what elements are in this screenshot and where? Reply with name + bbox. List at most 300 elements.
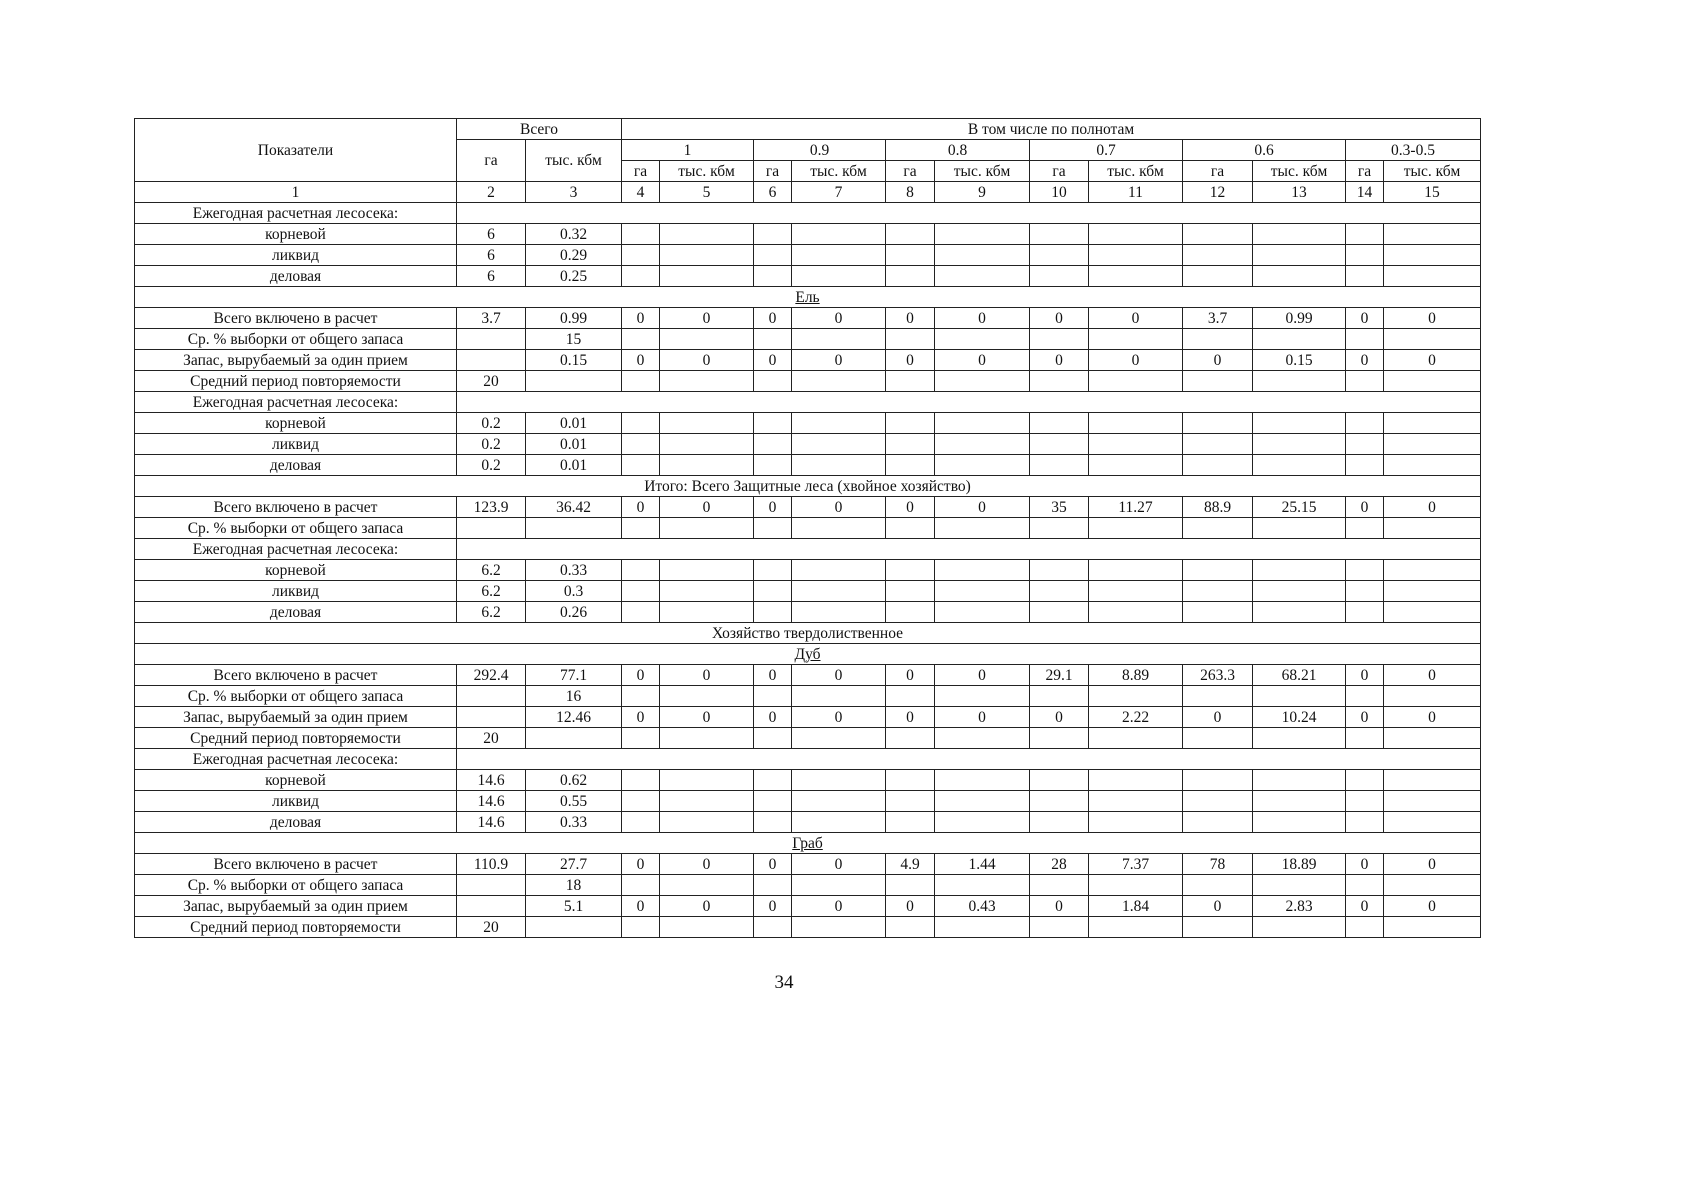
table-cell	[792, 917, 886, 938]
table-cell	[1346, 560, 1384, 581]
table-row	[135, 812, 1481, 833]
table-cell	[754, 812, 792, 833]
table-cell: 0	[792, 707, 886, 728]
table-cell: 0	[1089, 308, 1183, 329]
column-number-cell: 10	[1030, 182, 1089, 203]
row-label: корневой	[135, 560, 457, 581]
table-cell	[660, 686, 754, 707]
column-number-cell: 11	[1089, 182, 1183, 203]
row-label: Запас, вырубаемый за один прием	[135, 350, 457, 371]
table-cell	[792, 602, 886, 623]
table-cell	[1183, 266, 1253, 287]
table-cell: 0	[1384, 350, 1481, 371]
header-density-0-9: 0.9	[754, 140, 886, 161]
row-label: корневой	[135, 413, 457, 434]
table-cell: 0	[660, 350, 754, 371]
table-cell	[622, 560, 660, 581]
table-row	[135, 413, 1481, 434]
table-cell: 0	[935, 707, 1030, 728]
table-cell	[1030, 518, 1089, 539]
table-cell	[1030, 581, 1089, 602]
header-unit-vol: тыс. кбм	[1253, 161, 1346, 182]
table-cell	[1183, 875, 1253, 896]
table-cell: 0	[660, 308, 754, 329]
table-cell	[660, 413, 754, 434]
table-cell: 0	[1183, 350, 1253, 371]
table-cell: 0	[792, 308, 886, 329]
table-cell	[1089, 455, 1183, 476]
table-cell	[754, 455, 792, 476]
table-cell	[935, 917, 1030, 938]
table-cell: 0	[1183, 707, 1253, 728]
header-row-1	[135, 119, 1481, 140]
table-cell	[457, 896, 526, 917]
table-cell	[792, 560, 886, 581]
table-cell: 0	[622, 707, 660, 728]
table-cell	[1183, 329, 1253, 350]
table-cell	[1089, 434, 1183, 455]
table-cell	[1183, 245, 1253, 266]
table-cell	[457, 350, 526, 371]
table-cell	[935, 455, 1030, 476]
table-cell: 0	[1346, 308, 1384, 329]
table-cell	[1384, 686, 1481, 707]
table-cell	[792, 791, 886, 812]
table-cell: 0.99	[526, 308, 622, 329]
table-cell	[1384, 455, 1481, 476]
table-cell: 28	[1030, 854, 1089, 875]
table-cell	[1183, 371, 1253, 392]
group-heading-row	[135, 749, 1481, 770]
table-cell	[1384, 371, 1481, 392]
table-cell: 0	[1384, 707, 1481, 728]
empty-cell	[457, 749, 1481, 770]
table-row	[135, 245, 1481, 266]
row-label: ликвид	[135, 791, 457, 812]
table-cell	[622, 413, 660, 434]
table-cell	[754, 686, 792, 707]
table-cell	[1346, 581, 1384, 602]
table-cell: 0.33	[526, 560, 622, 581]
row-label: деловая	[135, 455, 457, 476]
table-cell	[1089, 245, 1183, 266]
table-row	[135, 455, 1481, 476]
table-cell	[1030, 791, 1089, 812]
table-row	[135, 917, 1481, 938]
table-row	[135, 854, 1481, 875]
table-cell	[1346, 791, 1384, 812]
table-cell	[1384, 518, 1481, 539]
forest-stock-table	[134, 118, 1481, 938]
row-label: Ср. % выборки от общего запаса	[135, 686, 457, 707]
table-cell: 0	[622, 350, 660, 371]
table-cell: 0.29	[526, 245, 622, 266]
table-cell	[935, 875, 1030, 896]
table-cell	[935, 329, 1030, 350]
table-cell: 0	[1346, 854, 1384, 875]
table-cell	[622, 917, 660, 938]
column-number-cell: 8	[886, 182, 935, 203]
header-total-vol: тыс. кбм	[526, 140, 622, 182]
table-cell	[754, 434, 792, 455]
table-cell	[1253, 371, 1346, 392]
table-cell	[754, 770, 792, 791]
section-row	[135, 833, 1481, 854]
table-cell	[754, 266, 792, 287]
table-cell	[792, 266, 886, 287]
table-cell	[1183, 413, 1253, 434]
table-cell: 6	[457, 224, 526, 245]
table-cell	[1089, 917, 1183, 938]
header-density-1: 1	[622, 140, 754, 161]
table-cell	[622, 224, 660, 245]
table-cell	[660, 791, 754, 812]
table-cell	[1030, 875, 1089, 896]
table-cell	[935, 812, 1030, 833]
table-cell	[1030, 455, 1089, 476]
table-cell: 0	[754, 707, 792, 728]
table-row	[135, 770, 1481, 791]
table-cell: 0	[660, 665, 754, 686]
table-cell	[886, 518, 935, 539]
table-cell	[886, 224, 935, 245]
table-row	[135, 581, 1481, 602]
row-label: Средний период повторяемости	[135, 371, 457, 392]
table-cell: 0.26	[526, 602, 622, 623]
table-cell: 0	[886, 896, 935, 917]
table-cell: 14.6	[457, 770, 526, 791]
table-cell	[1089, 224, 1183, 245]
table-cell: 0.01	[526, 455, 622, 476]
table-cell: 5.1	[526, 896, 622, 917]
table-cell: 0.55	[526, 791, 622, 812]
table-cell: 0	[935, 665, 1030, 686]
table-cell	[1346, 728, 1384, 749]
table-cell: 8.89	[1089, 665, 1183, 686]
table-cell	[792, 329, 886, 350]
header-unit-vol: тыс. кбм	[1384, 161, 1481, 182]
table-cell	[1253, 560, 1346, 581]
column-number-cell: 15	[1384, 182, 1481, 203]
table-cell: 3.7	[1183, 308, 1253, 329]
header-column-numbers-row	[135, 182, 1481, 203]
section-title-text: Ель	[795, 288, 820, 306]
table-cell: 15	[526, 329, 622, 350]
header-density-0-8: 0.8	[886, 140, 1030, 161]
table-cell	[1346, 686, 1384, 707]
row-label: Средний период повторяемости	[135, 728, 457, 749]
table-cell	[754, 371, 792, 392]
table-cell	[622, 728, 660, 749]
table-cell	[1030, 770, 1089, 791]
table-row	[135, 371, 1481, 392]
table-cell: 0	[1384, 308, 1481, 329]
table-row	[135, 602, 1481, 623]
table-cell	[457, 875, 526, 896]
table-cell: 0.15	[1253, 350, 1346, 371]
table-cell	[1346, 917, 1384, 938]
section-title-text: Хозяйство твердолиственное	[711, 624, 904, 642]
table-cell: 2.22	[1089, 707, 1183, 728]
table-cell	[792, 224, 886, 245]
table-cell	[622, 371, 660, 392]
table-cell	[1384, 917, 1481, 938]
table-cell	[886, 917, 935, 938]
section-row	[135, 476, 1481, 497]
table-cell	[1089, 518, 1183, 539]
section-title	[135, 287, 1481, 308]
table-cell: 1.84	[1089, 896, 1183, 917]
table-cell	[1183, 812, 1253, 833]
header-unit-ha: га	[622, 161, 660, 182]
header-density-0-6: 0.6	[1183, 140, 1346, 161]
table-cell	[792, 686, 886, 707]
table-cell: 0	[1384, 497, 1481, 518]
table-cell	[1253, 686, 1346, 707]
row-label: корневой	[135, 224, 457, 245]
table-cell: 0	[886, 308, 935, 329]
table-cell: 1.44	[935, 854, 1030, 875]
table-cell	[886, 581, 935, 602]
table-cell	[1346, 245, 1384, 266]
table-cell: 35	[1030, 497, 1089, 518]
column-number-cell: 2	[457, 182, 526, 203]
table-cell	[1089, 686, 1183, 707]
table-cell	[886, 245, 935, 266]
table-cell	[935, 560, 1030, 581]
column-number-cell: 14	[1346, 182, 1384, 203]
table-row	[135, 686, 1481, 707]
table-row	[135, 434, 1481, 455]
table-cell: 0	[754, 350, 792, 371]
table-cell	[1183, 728, 1253, 749]
table-cell: 0	[754, 854, 792, 875]
table-cell: 0	[1089, 350, 1183, 371]
table-cell	[660, 518, 754, 539]
table-cell	[526, 728, 622, 749]
table-row	[135, 665, 1481, 686]
table-cell	[457, 686, 526, 707]
table-cell	[622, 245, 660, 266]
table-cell	[1253, 518, 1346, 539]
table-cell	[1183, 518, 1253, 539]
table-cell	[792, 455, 886, 476]
table-cell: 18.89	[1253, 854, 1346, 875]
row-label: Запас, вырубаемый за один прием	[135, 896, 457, 917]
row-label: ликвид	[135, 434, 457, 455]
table-cell	[1384, 224, 1481, 245]
header-indicators: Показатели	[135, 119, 457, 182]
table-cell	[935, 371, 1030, 392]
table-cell: 0.15	[526, 350, 622, 371]
table-cell	[754, 518, 792, 539]
table-cell	[792, 413, 886, 434]
table-cell	[1089, 602, 1183, 623]
table-cell	[1183, 581, 1253, 602]
table-cell	[935, 266, 1030, 287]
table-cell	[660, 560, 754, 581]
table-cell	[935, 728, 1030, 749]
header-unit-vol: тыс. кбм	[935, 161, 1030, 182]
table-row	[135, 308, 1481, 329]
table-cell	[1253, 602, 1346, 623]
table-cell	[660, 875, 754, 896]
table-cell: 0	[886, 665, 935, 686]
table-cell: 25.15	[1253, 497, 1346, 518]
table-cell	[1253, 329, 1346, 350]
header-unit-ha: га	[754, 161, 792, 182]
table-cell: 0	[886, 350, 935, 371]
table-cell	[1384, 266, 1481, 287]
table-cell	[1089, 413, 1183, 434]
table-cell	[1253, 413, 1346, 434]
table-cell	[660, 581, 754, 602]
table-cell	[886, 602, 935, 623]
table-cell	[754, 581, 792, 602]
table-cell: 6.2	[457, 560, 526, 581]
table-cell	[660, 602, 754, 623]
table-cell: 0	[792, 350, 886, 371]
table-cell: 7.37	[1089, 854, 1183, 875]
table-cell: 0.01	[526, 413, 622, 434]
row-label: Всего включено в расчет	[135, 665, 457, 686]
table-cell: 6.2	[457, 581, 526, 602]
table-cell	[1384, 245, 1481, 266]
table-cell: 0	[1183, 896, 1253, 917]
table-cell	[622, 518, 660, 539]
header-total: Всего	[457, 119, 622, 140]
table-cell: 0.3	[526, 581, 622, 602]
table-cell	[792, 812, 886, 833]
table-cell: 0	[754, 896, 792, 917]
section-title	[135, 644, 1481, 665]
table-cell	[622, 434, 660, 455]
table-cell	[1089, 728, 1183, 749]
empty-cell	[457, 203, 1481, 224]
column-number-cell: 1	[135, 182, 457, 203]
table-cell: 6	[457, 245, 526, 266]
column-number-cell: 9	[935, 182, 1030, 203]
table-cell	[1346, 224, 1384, 245]
table-cell	[1346, 413, 1384, 434]
table-cell	[886, 413, 935, 434]
table-cell: 0	[1384, 896, 1481, 917]
row-label: Всего включено в расчет	[135, 308, 457, 329]
table-cell	[1089, 581, 1183, 602]
table-cell	[1384, 581, 1481, 602]
table-row	[135, 875, 1481, 896]
table-cell	[526, 518, 622, 539]
table-cell: 14.6	[457, 812, 526, 833]
table-cell	[457, 518, 526, 539]
table-cell: 0	[1346, 707, 1384, 728]
table-cell	[457, 707, 526, 728]
table-cell	[1346, 266, 1384, 287]
table-cell	[1384, 560, 1481, 581]
table-cell	[754, 560, 792, 581]
table-cell: 16	[526, 686, 622, 707]
table-cell: 0	[1346, 665, 1384, 686]
header-unit-vol: тыс. кбм	[1089, 161, 1183, 182]
table-cell: 0	[660, 896, 754, 917]
table-row	[135, 266, 1481, 287]
table-cell	[660, 266, 754, 287]
table-cell	[886, 455, 935, 476]
table-cell	[754, 329, 792, 350]
table-cell: 0.43	[935, 896, 1030, 917]
table-cell: 0.2	[457, 455, 526, 476]
table-row	[135, 896, 1481, 917]
table-cell: 0	[1384, 665, 1481, 686]
table-cell	[886, 371, 935, 392]
column-number-cell: 12	[1183, 182, 1253, 203]
table-cell	[754, 602, 792, 623]
table-cell	[1183, 602, 1253, 623]
table-cell: 0	[886, 707, 935, 728]
table-cell: 0	[622, 497, 660, 518]
table-cell	[1183, 917, 1253, 938]
section-title-text: Итого: Всего Защитные леса (хвойное хозяйство)	[644, 477, 971, 495]
table-cell: 27.7	[526, 854, 622, 875]
table-cell	[1183, 791, 1253, 812]
table-cell	[1253, 728, 1346, 749]
table-cell	[792, 434, 886, 455]
row-label: Ср. % выборки от общего запаса	[135, 518, 457, 539]
table-cell	[1253, 266, 1346, 287]
table-cell	[660, 371, 754, 392]
section-row	[135, 644, 1481, 665]
table-cell: 20	[457, 917, 526, 938]
table-cell: 36.42	[526, 497, 622, 518]
table-cell	[1089, 875, 1183, 896]
table-cell: 20	[457, 371, 526, 392]
table-cell	[1030, 371, 1089, 392]
table-cell	[1253, 224, 1346, 245]
header-unit-vol: тыс. кбм	[660, 161, 754, 182]
table-cell: 0.2	[457, 413, 526, 434]
table-cell	[1384, 812, 1481, 833]
table-cell	[660, 434, 754, 455]
table-cell	[1253, 791, 1346, 812]
table-cell	[754, 791, 792, 812]
table-cell: 88.9	[1183, 497, 1253, 518]
table-cell	[935, 581, 1030, 602]
table-cell	[660, 224, 754, 245]
table-cell	[1183, 455, 1253, 476]
table-row	[135, 560, 1481, 581]
table-cell	[754, 917, 792, 938]
row-label: Ежегодная расчетная лесосека:	[135, 749, 457, 770]
table-cell	[1346, 812, 1384, 833]
table-cell: 0.25	[526, 266, 622, 287]
table-cell	[1384, 434, 1481, 455]
row-label: деловая	[135, 266, 457, 287]
table-cell: 4.9	[886, 854, 935, 875]
table-cell	[1384, 728, 1481, 749]
table-cell	[1346, 455, 1384, 476]
table-cell: 0	[622, 308, 660, 329]
table-cell: 0	[1030, 308, 1089, 329]
table-cell: 0.2	[457, 434, 526, 455]
table-cell	[935, 518, 1030, 539]
header-unit-ha: га	[886, 161, 935, 182]
table-cell: 0	[1030, 350, 1089, 371]
table-cell	[792, 770, 886, 791]
table-cell	[935, 434, 1030, 455]
row-label: деловая	[135, 812, 457, 833]
table-cell	[1030, 434, 1089, 455]
table-cell	[660, 770, 754, 791]
